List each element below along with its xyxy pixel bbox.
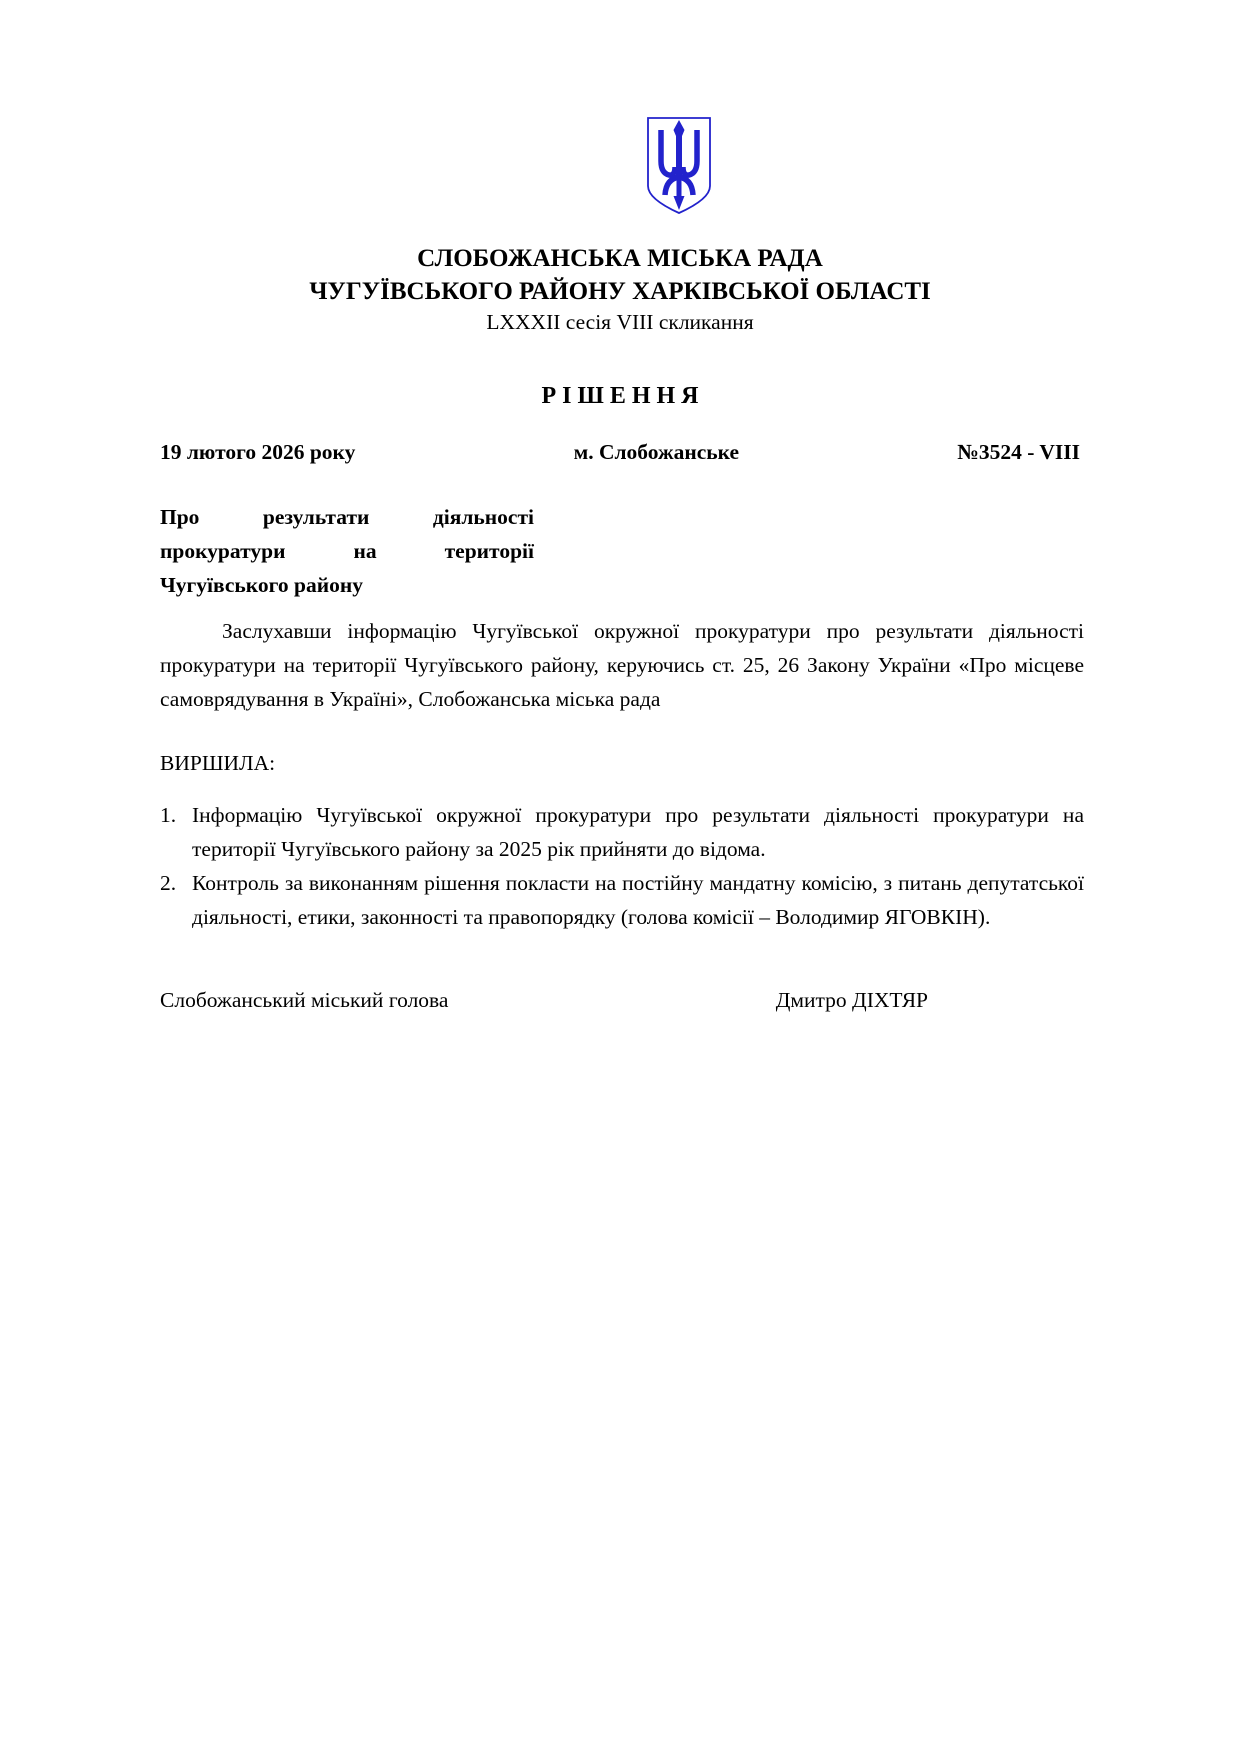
resolution-item [160,798,1084,866]
signature-row [0,986,1240,1014]
signatory-title: Слобожанський міський голова [160,988,449,1012]
resolved-label: ВИРШИЛА: [160,751,276,775]
document-meta-row [0,438,1240,466]
resolution-item [160,866,1084,934]
document-number: №3524 - VIII [957,440,1080,464]
preamble-paragraph: Заслухавши інформацію Чугуївської окружної прокуратури про результати діяльності прокуратури на території Чугуївського району, керуючись ст. 25, 26 Закону України «Про місцеве самоврядування в Україні», Слобожанська міська рада [160,619,1084,711]
resolution-item-text: Інформацію Чугуївської окружної прокуратури про результати діяльності прокуратури на території Чугуївського району за 2025 рік прийняти до відома. [192,803,1084,861]
signatory-name: Дмитро ДІХТЯР [775,988,928,1012]
organization-name-line2: ЧУГУЇВСЬКОГО РАЙОНУ ХАРКІВСЬКОЇ ОБЛАСТІ [309,278,931,305]
resolution-item-text: Контроль за виконанням рішення покласти на постійну мандатну комісію, з питань депутатської діяльності, етики, законності та правопорядку (голова комісії – Володимир ЯГОВКІН). [192,871,1084,929]
organization-name [0,242,1240,308]
document-place: м. Слобожанське [573,440,740,464]
session-line: LXXXII сесія VIII скликання [486,310,754,334]
tryzub-emblem-icon [646,116,712,216]
document-type-heading: Р І Ш Е Н Н Я [541,383,699,409]
organization-name-line1: СЛОБОЖАНСЬКА МІСЬКА РАДА [417,245,823,272]
document-subject: Про результати діяльності прокуратури на території Чугуївського району [160,505,534,597]
resolutions-list [0,798,1240,934]
resolution-item-number: 1. [160,803,177,827]
resolution-item-number: 2. [160,871,177,895]
document-date: 19 лютого 2026 року [160,440,356,464]
